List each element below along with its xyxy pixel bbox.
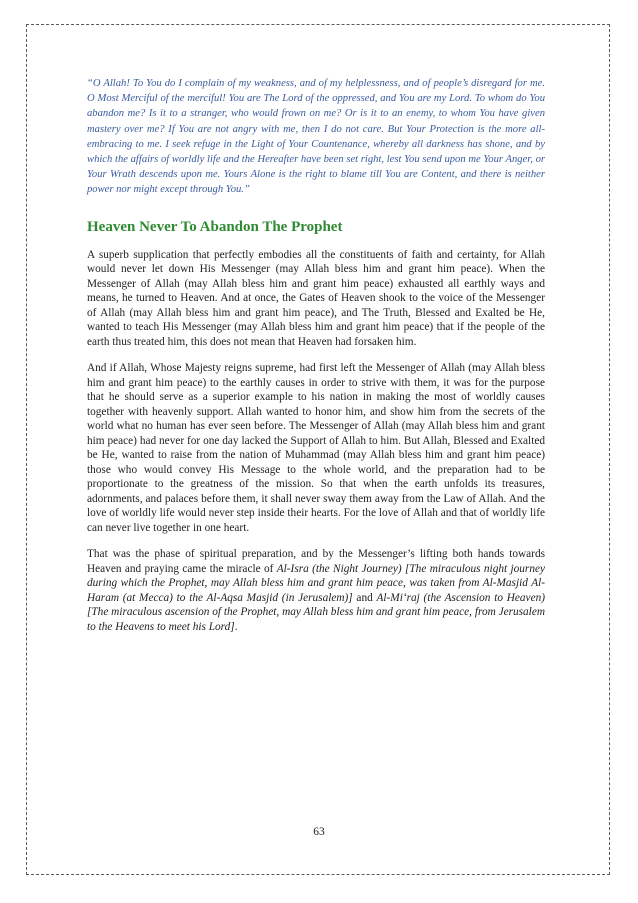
paragraph-3-al-miraj: Al-Mi‘raj (the Ascension to Heaven) [The miraculous ascension of the Prophet, may Allah bless him and grant him peace, from Jerusalem to the Heavens to meet his Lord]: [87, 591, 545, 633]
paragraph-3-text-c: .: [234, 620, 238, 633]
paragraph-3-text-a: That was the phase of spiritual preparation, and by the Messenger’s lifting both hands towards Heaven and praying came the miracle of: [87, 548, 545, 575]
paragraph-3-text-b: and: [352, 591, 377, 604]
paragraph-3-al-isra: Al-Isra (the Night Journey) [The miraculous night journey during which the Prophet, may Allah bless him and grant him peace, was taken from Al-Masjid Al-Haram (at Mecca) to the Al-Aqsa Masjid (in Jerusalem)]: [87, 562, 545, 604]
page-content: [87, 76, 545, 646]
supplication-quote: “O Allah! To You do I complain of my weakness, and of my helplessness, and of people’s disregard for me. O Most Merciful of the merciful! You are The Lord of the oppressed, and You are my Lord. To whom do You abandon me? Is it to a stranger, who would frown on me? Or is it to an enemy, to whom You have given mastery over me? If You are not angry with me, then I do not care. But Your Protection is the more all-embracing to me. I seek refuge in the Light of Your Countenance, whereby all darkness has shone, and by which the affairs of worldly life and the Hereafter have been set right, lest You send upon me Your Anger, or Your Wrath descends upon me. Yours Alone is the right to blame till You are Content, and there is neither power nor might except through You.”: [87, 78, 545, 196]
page-number: 63: [313, 826, 325, 838]
section-heading: Heaven Never To Abandon The Prophet: [87, 218, 343, 235]
paragraph-2: And if Allah, Whose Majesty reigns supreme, had first left the Messenger of Allah (may Allah bless him and grant him peace) to the earthly causes in order to strive with them, it was for the purpose that he should serve as a superior example to his nation in making the most of worldly causes together with heavenly support. Allah wanted to honor him, and show him from the secrets of the world what no human has ever seen before. The Messenger of Allah (may Allah bless him and grant him peace) had never for one day lacked the Support of Allah to him. But Allah, Blessed and Exalted be He, wanted to raise from the nation of Muhammad (may Allah bless him and grant him peace) those who would convey His Message to the whole world, and the preparation had to be proportionate to the greatness of the mission. So that when the earth unfolds its treasures, adornments, and palaces before them, it shall never sway them away from the Law of Allah. And the love of worldly life would never step inside their hearts. For the love of Allah and that of worldly life can never live together in one heart.: [87, 362, 545, 534]
paragraph-1: A superb supplication that perfectly embodies all the constituents of faith and certainty, for Allah would never let down His Messenger (may Allah bless him and grant him peace). When the Messenger of Allah (may Allah bless him and grant him peace) exhausted all earthly ways and means, he turned to Heaven. And at once, the Gates of Heaven shook to the voice of the Messenger of Allah (may Allah bless him and grant him peace), and The Truth, Blessed and Exalted be He, wanted to teach His Messenger (may Allah bless him and grant him peace) that if the people of the earth thus treated him, this does not mean that Heaven had forsaken him.: [87, 248, 545, 348]
paragraph-3: [87, 547, 545, 634]
